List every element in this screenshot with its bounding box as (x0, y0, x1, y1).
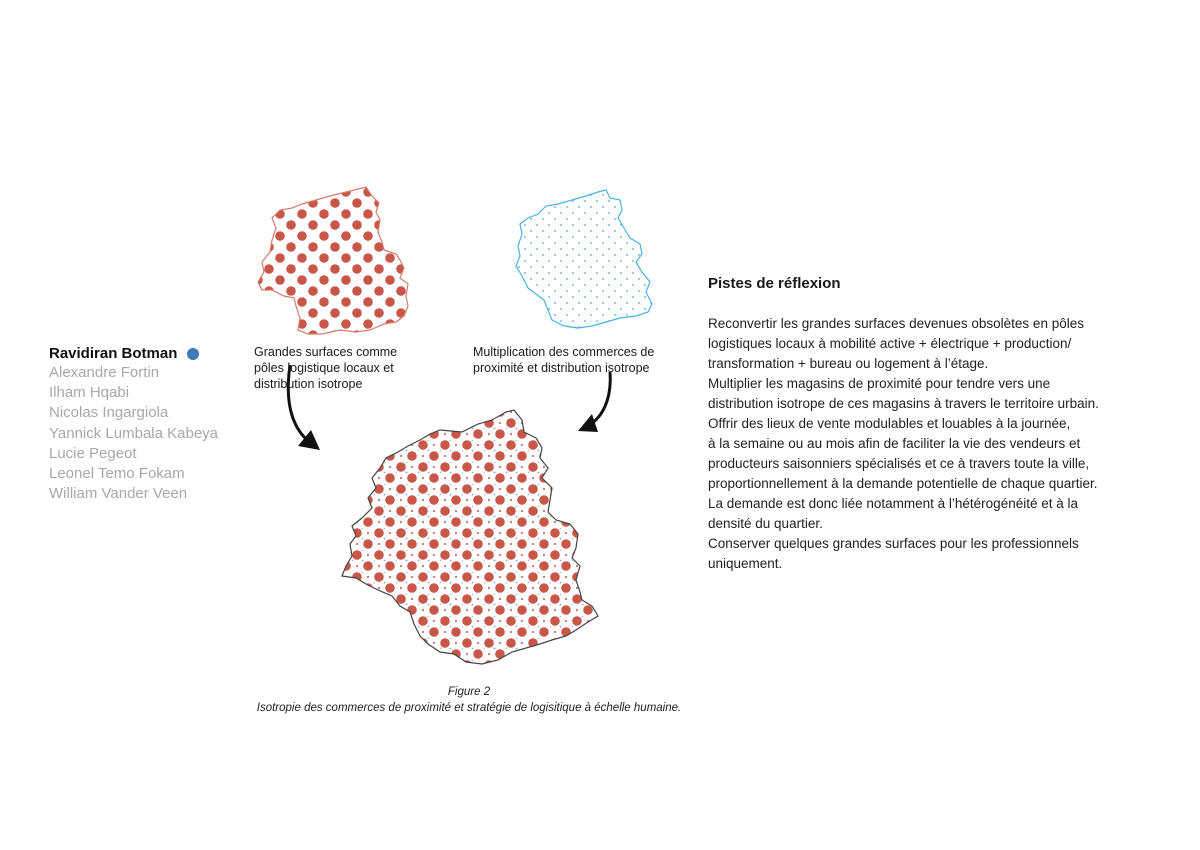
author-name: Lucie Pegeot (49, 444, 137, 462)
figure-caption (240, 684, 698, 716)
left-map-caption: Grandes surfaces comme pôles logistique locaux et distribution isotrope (254, 345, 398, 391)
author-name: Leonel Temo Fokam (49, 464, 185, 482)
author-name: Alexandre Fortin (49, 364, 160, 381)
pistes-body: Reconvertir les grandes surfaces devenues obsolètes en pôles logistiques locaux à mobilité active + électrique + production/ transformation + bureau ou logement à l’étage. Multiplier les magasins de proximité pour tendre vers une distribution isotrope de ces magasins à travers le territoire urbain. Offrir des lieux de vente modulables et louables à la journée, à la semaine ou au mois afin de faciliter la vie des vendeurs et producteurs saisonniers spécialisés et ce à travers toute la ville, proportionnellement à la demande potentielle de chaque quartier. La demande est donc liée notamment à l’hétérogénéité et à la densité du quartier. Conserver quelques grandes surfaces pour les professionnels uniquement. (708, 316, 1099, 571)
right-map-shape (516, 190, 652, 328)
arrow-right-to-main (578, 372, 610, 432)
author-name: Yannick Lumbala Kabeya (49, 424, 218, 442)
pistes-section (708, 275, 1148, 574)
left-map-shape (258, 187, 408, 334)
author-name: Nicolas Ingargiola (49, 404, 169, 422)
lead-author-dot-icon (187, 348, 199, 360)
author-name: Ilham Hqabi (49, 384, 130, 402)
right-map-caption: Multiplication des commerces de proximité et distribution isotrope (473, 345, 655, 375)
authors-list (49, 343, 218, 505)
main-map-shape (342, 410, 598, 664)
figure-description: Isotropie des commerces de proximité et stratégie de logisitique à échelle humaine. (256, 702, 682, 714)
author-name: William Vander Veen (49, 485, 188, 503)
lead-author (49, 343, 218, 364)
figure-title: Figure 2 (447, 686, 491, 698)
lead-author-name: Ravidiran Botman (49, 345, 178, 362)
pistes-title: Pistes de réflexion (708, 275, 841, 292)
